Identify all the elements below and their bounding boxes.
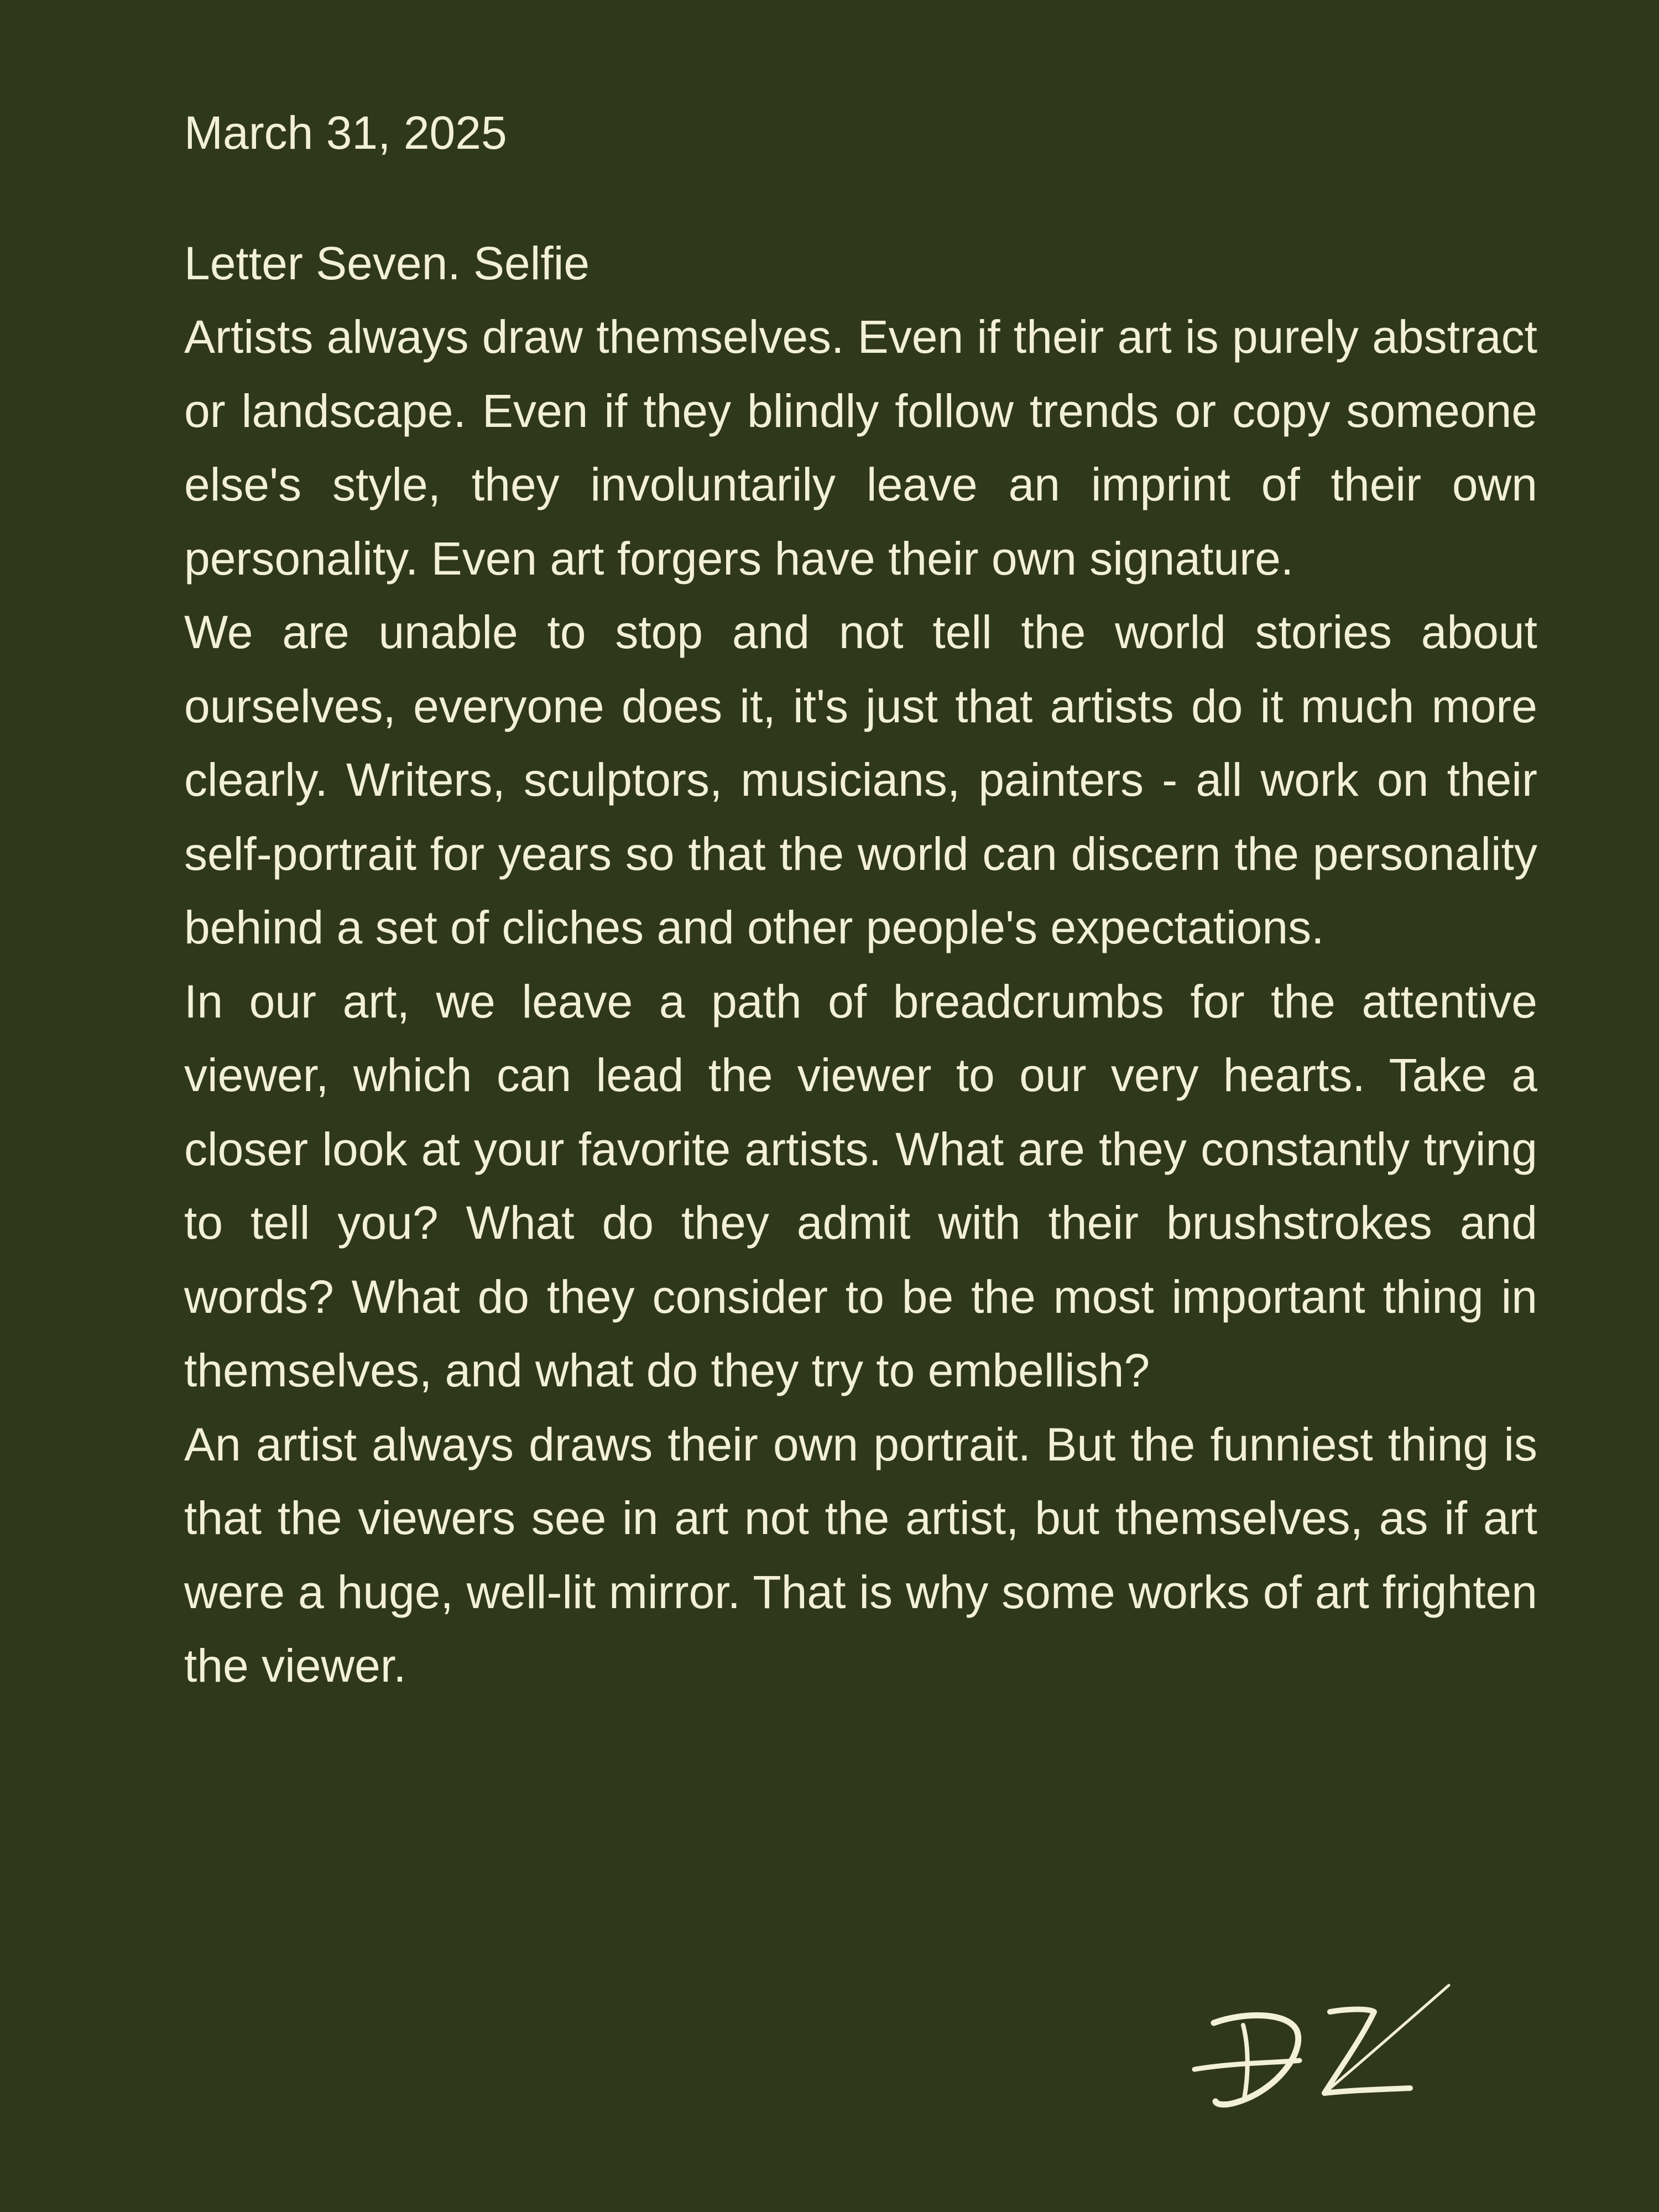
letter [184, 100, 1537, 1703]
letter-paragraph-1: Artists always draw themselves. Even if their art is purely abstract or landscape. Even if they blindly follow trends or copy someone else's style, they involuntarily leave an imprint of their own personality. Even art forgers have their own signature. [184, 311, 1537, 585]
letter-title: Letter Seven. Selfie [184, 237, 590, 289]
letter-paragraph-3: In our art, we leave a path of breadcrumbs for the attentive viewer, which can lead the viewer to our very hearts. Take a closer look at your favorite artists. What are they constantly trying to tell you? What do they admit with their brushstrokes and words? What do they consider to be the most important thing in themselves, and what do they try to embellish? [184, 975, 1537, 1396]
letter-date: March 31, 2025 [184, 107, 507, 159]
letter-paragraph-2: We are unable to stop and not tell the world stories about ourselves, everyone does it, it's just that artists do it much more clearly. Writers, sculptors, musicians, painters - all work on their self-portrait for years so that the world can discern the personality behind a set of cliches and other people's expectations. [184, 606, 1537, 953]
handwritten-signature [1183, 1980, 1471, 2124]
letter-paragraph-4: An artist always draws their own portrait. But the funniest thing is that the viewers see in art not the artist, but themselves, as if art were a huge, well-lit mirror. That is why some works of art frighten the viewer. [184, 1418, 1537, 1692]
